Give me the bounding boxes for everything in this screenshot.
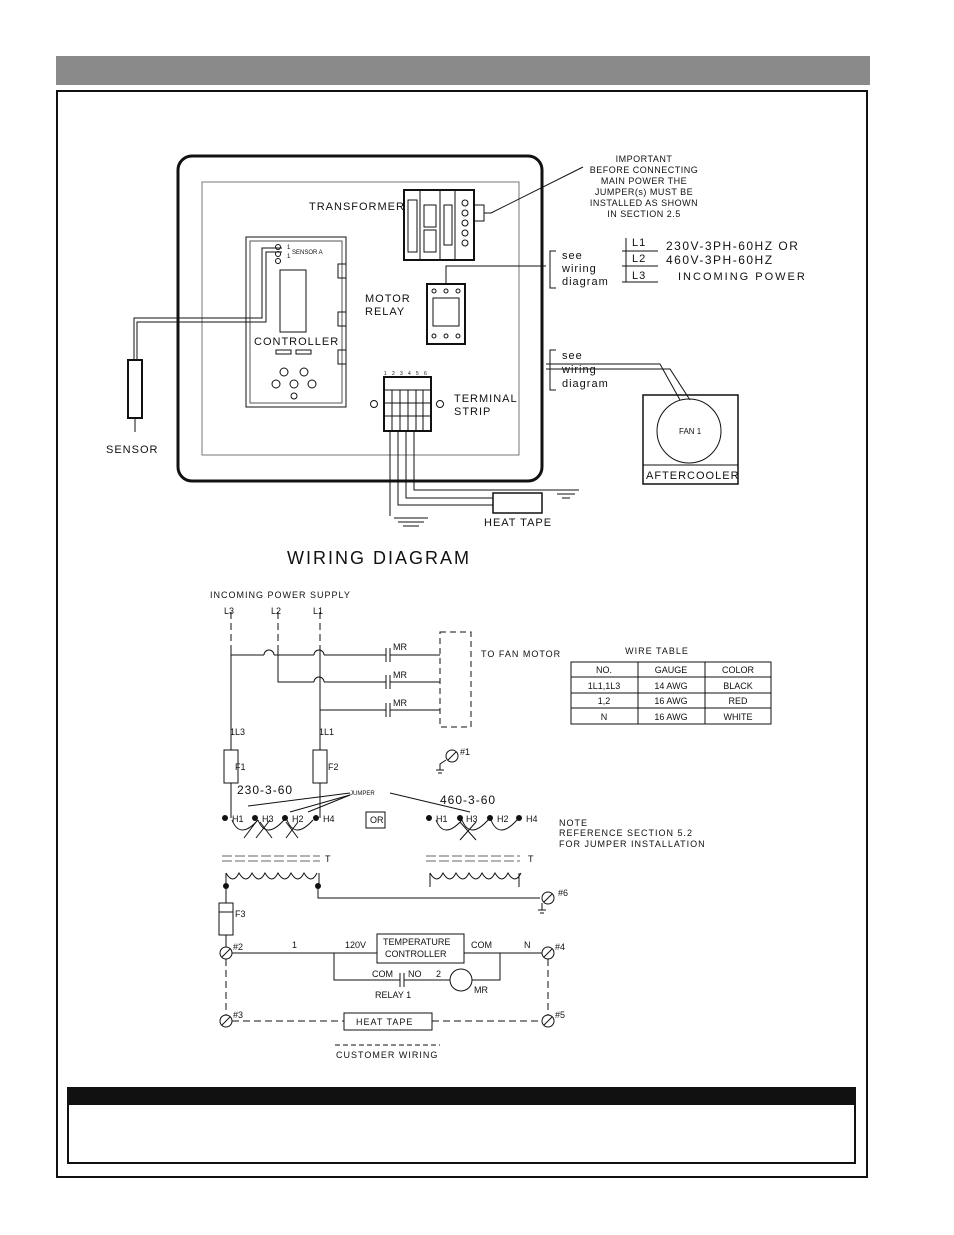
schematic-l2: L2 [271, 606, 282, 616]
fuse-f3 [219, 903, 233, 935]
relay-no: NO [408, 969, 422, 979]
wire-table-title: WIRE TABLE [625, 646, 689, 656]
schematic-1l1: 1L1 [319, 727, 335, 737]
label-sensor-a: SENSOR A [292, 250, 323, 256]
relay-com: COM [372, 969, 393, 979]
terminal-number-1: 1 [384, 371, 387, 377]
incoming-line-1: 230V-3PH-60HZ OR [666, 239, 800, 253]
label-120v: 120V [345, 940, 367, 950]
tap-230-h4: H4 [323, 814, 335, 824]
terminal-number-6: 6 [424, 371, 427, 377]
motor-relay [427, 266, 546, 344]
label-diagram-1: diagram [562, 276, 609, 288]
fuse-label-f3: F3 [235, 909, 246, 919]
label-com: COM [471, 940, 492, 950]
fuse-f2 [313, 750, 327, 783]
label-terminal: TERMINAL [454, 393, 518, 405]
secondary-460 [430, 873, 521, 879]
tap-460-h1: H1 [436, 814, 448, 824]
terminal-label-3: #3 [233, 1010, 244, 1020]
terminal-label-4: #4 [555, 942, 566, 952]
label-relay: RELAY [365, 306, 406, 318]
tap-460-h3: H3 [466, 814, 478, 824]
to-fan-motor: TO FAN MOTOR [481, 649, 562, 659]
terminal-label-5: #5 [555, 1010, 566, 1020]
terminal-number-2: 2 [392, 371, 395, 377]
terminal-number-3: 3 [400, 371, 403, 377]
important-note-4: JUMPER(s) MUST BE [594, 187, 694, 197]
label-see-2: see [562, 350, 583, 362]
label-n: N [524, 940, 531, 950]
transformer [404, 167, 583, 260]
voltage-230: 230-3-60 [237, 783, 294, 797]
fan-motor-box [440, 632, 471, 727]
fuse-label-f1: F1 [235, 762, 246, 772]
heat-tape-box [493, 493, 542, 513]
controller-key [280, 368, 288, 376]
important-note-2: BEFORE CONNECTING [589, 165, 699, 175]
ground-label-6: #6 [558, 888, 569, 898]
label-fan-1: FAN 1 [679, 427, 702, 436]
schematic-1l3: 1L3 [230, 727, 246, 737]
note-line-1: NOTE [559, 818, 589, 828]
incoming-line-3: INCOMING POWER [678, 271, 807, 283]
label-l1: L1 [632, 237, 647, 249]
wiring-diagram-title: WIRING DIAGRAM [287, 548, 471, 568]
controller-display [280, 270, 306, 332]
mr-label-2: MR [393, 670, 407, 680]
wire-table-header-gauge: GAUGE [654, 665, 688, 675]
relay-wire-2: 2 [436, 969, 442, 979]
transformer-t-1: T [325, 854, 331, 864]
label-sensor-pin-1: 1 [287, 245, 291, 251]
secondary-230 [226, 873, 317, 879]
wire-label-1: 1 [292, 940, 298, 950]
note-line-2: REFERENCE SECTION 5.2 [559, 828, 694, 838]
transformer-t-2: T [528, 854, 534, 864]
wire-table-cell: BLACK [723, 681, 753, 691]
wire-table-header-color: COLOR [721, 665, 755, 675]
schematic-l3: L3 [224, 606, 235, 616]
mr-label-3: MR [393, 698, 407, 708]
important-note-6: IN SECTION 2.5 [607, 209, 681, 219]
temp-controller-1: TEMPERATURE [383, 937, 451, 947]
tap-230-h1: H1 [232, 814, 244, 824]
heat-tape-schematic: HEAT TAPE [356, 1017, 414, 1027]
relay-mr: MR [474, 985, 488, 995]
label-strip: STRIP [454, 406, 492, 418]
terminal-label-2: #2 [233, 942, 244, 952]
wire-table-cell: 14 AWG [654, 681, 688, 691]
label-wiring-1: wiring [562, 263, 597, 275]
wire-table-cell: N [600, 712, 608, 722]
ground-label-1: #1 [460, 747, 471, 757]
label-motor: MOTOR [365, 293, 411, 305]
incoming-line-2: 460V-3PH-60HZ [666, 253, 774, 267]
voltage-460: 460-3-60 [440, 793, 497, 807]
label-wiring-2: wiring [562, 364, 597, 376]
wire-table-cell: WHITE [723, 712, 753, 722]
mr-contacts [386, 648, 390, 717]
tap-460-h2: H2 [497, 814, 509, 824]
wire-table-cell: 1L1,1L3 [587, 681, 621, 691]
label-see-1: see [562, 250, 583, 262]
jumper-label: JUMPER [350, 791, 375, 797]
label-heat-tape: HEAT TAPE [484, 517, 553, 529]
tap-230-h3: H3 [262, 814, 274, 824]
terminal-number-4: 4 [408, 371, 411, 377]
label-sensor-pin-2: 1 [287, 254, 291, 260]
important-note-5: INSTALLED AS SHOWN [589, 198, 699, 208]
relay-label: RELAY 1 [375, 990, 412, 1000]
label-l2: L2 [632, 253, 647, 265]
label-sensor: SENSOR [106, 444, 159, 456]
wire-table-header-no: NO. [595, 665, 613, 675]
note-line-3: FOR JUMPER INSTALLATION [559, 839, 706, 849]
schematic-l1: L1 [313, 606, 324, 616]
sensor-body [128, 360, 142, 418]
wire-table-cell: 1,2 [597, 696, 611, 706]
label-controller: CONTROLLER [254, 336, 340, 348]
temp-controller-2: CONTROLLER [385, 949, 447, 959]
relay-coil-mr [450, 969, 472, 991]
incoming-power-supply: INCOMING POWER SUPPLY [210, 590, 351, 600]
label-l3: L3 [632, 270, 647, 282]
terminal-number-5: 5 [416, 371, 419, 377]
wire-table-cell: 16 AWG [654, 712, 688, 722]
fuse-label-f2: F2 [328, 762, 339, 772]
label-transformer: TRANSFORMER [309, 201, 405, 213]
or-label: OR [370, 815, 384, 825]
wire-table-cell: RED [728, 696, 748, 706]
tap-460-h4: H4 [526, 814, 538, 824]
wire-table-cell: 16 AWG [654, 696, 688, 706]
label-diagram-2: diagram [562, 378, 609, 390]
mr-label-1: MR [393, 642, 407, 652]
important-note-1: IMPORTANT [615, 154, 673, 164]
customer-wiring: CUSTOMER WIRING [336, 1050, 439, 1060]
important-note-3: MAIN POWER THE [600, 176, 688, 186]
terminal-strip [371, 377, 444, 431]
tap-230-h2: H2 [292, 814, 304, 824]
label-aftercooler: AFTERCOOLER [646, 470, 740, 482]
